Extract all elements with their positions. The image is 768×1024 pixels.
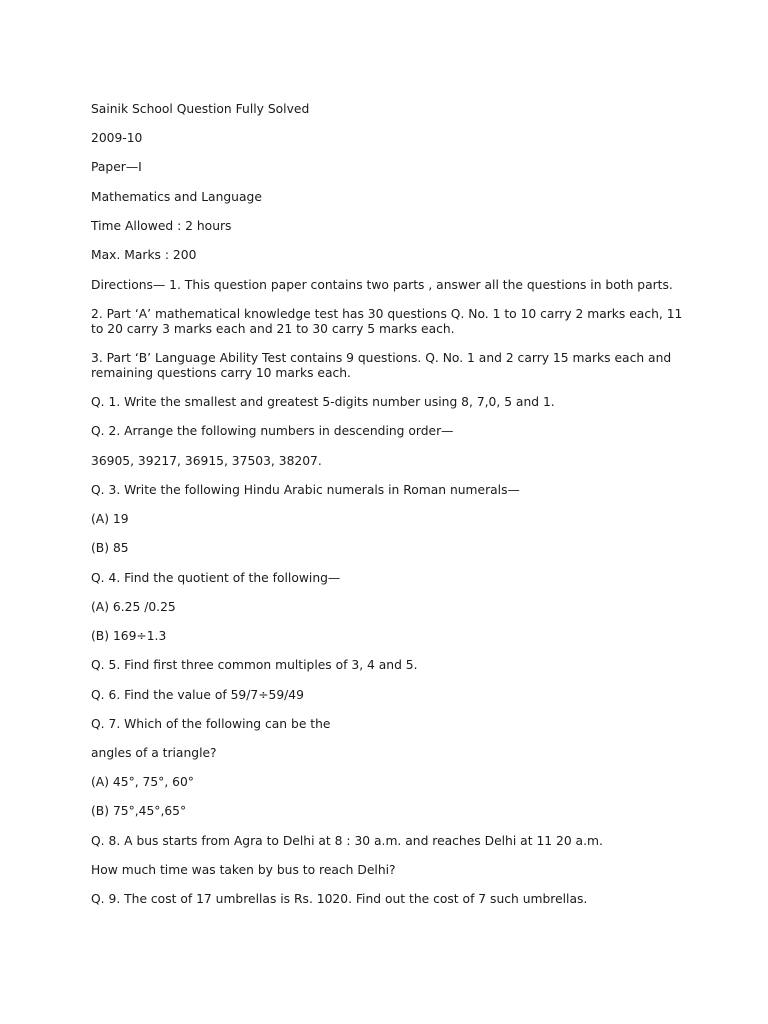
- question-7-option-b: (B) 75°,45°,65°: [91, 804, 187, 818]
- question-5: Q. 5. Find first three common multiples of 3, 4 and 5.: [91, 658, 418, 672]
- question-6: Q. 6. Find the value of 59/7÷59/49: [91, 688, 304, 702]
- question-3: Q. 3. Write the following Hindu Arabic numerals in Roman numerals—: [91, 483, 520, 497]
- direction-2: 2. Part ‘A’ mathematical knowledge test has 30 questions Q. No. 1 to 10 carry 2 marks each, 11 to 20 carry 3 marks each and 21 to 30 carry 5 marks each.: [91, 307, 683, 336]
- question-7-option-a: (A) 45°, 75°, 60°: [91, 775, 194, 789]
- question-4-option-b: (B) 169÷1.3: [91, 629, 167, 643]
- question-4: Q. 4. Find the quotient of the following—: [91, 571, 341, 585]
- question-1: Q. 1. Write the smallest and greatest 5-digits number using 8, 7,0, 5 and 1.: [91, 395, 555, 409]
- question-3-option-a: (A) 19: [91, 512, 129, 526]
- question-4-option-a: (A) 6.25 /0.25: [91, 600, 176, 614]
- document-title: Sainik School Question Fully Solved: [91, 102, 310, 116]
- question-7: Q. 7. Which of the following can be the: [91, 717, 331, 731]
- document-year: 2009-10: [91, 131, 143, 145]
- question-2: Q. 2. Arrange the following numbers in descending order—: [91, 424, 454, 438]
- paper-label: Paper—I: [91, 160, 142, 174]
- subject-label: Mathematics and Language: [91, 190, 262, 204]
- question-8: Q. 8. A bus starts from Agra to Delhi at 8 : 30 a.m. and reaches Delhi at 11 20 a.m.: [91, 834, 603, 848]
- question-9: Q. 9. The cost of 17 umbrellas is Rs. 1020. Find out the cost of 7 such umbrellas.: [91, 892, 588, 906]
- question-2-numbers: 36905, 39217, 36915, 37503, 38207.: [91, 454, 322, 468]
- time-allowed: Time Allowed : 2 hours: [91, 219, 232, 233]
- direction-1: Directions— 1. This question paper contains two parts , answer all the questions in both parts.: [91, 278, 673, 292]
- question-7-continued: angles of a triangle?: [91, 746, 217, 760]
- direction-3: 3. Part ‘B’ Language Ability Test contains 9 questions. Q. No. 1 and 2 carry 15 marks each and remaining questions carry 10 marks each.: [91, 351, 672, 380]
- max-marks: Max. Marks : 200: [91, 248, 197, 262]
- question-3-option-b: (B) 85: [91, 541, 129, 555]
- question-8-continued: How much time was taken by bus to reach Delhi?: [91, 863, 396, 877]
